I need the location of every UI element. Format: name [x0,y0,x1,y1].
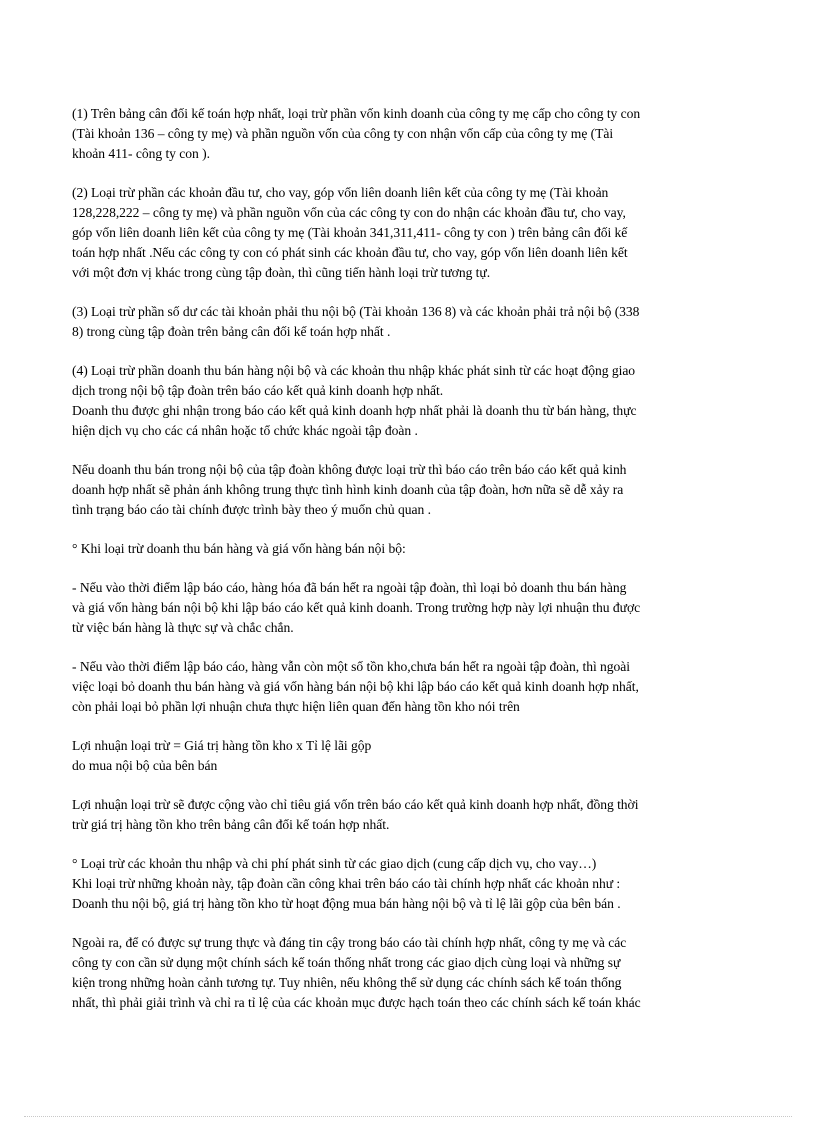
paragraph-11 [72,854,748,914]
text-line: Nếu doanh thu bán trong nội bộ của tập đoàn không được loại trừ thì báo cáo trên báo cáo kết quả kinh [72,462,627,477]
text-line: việc loại bỏ doanh thu bán hàng và giá vốn hàng bán nội bộ khi lập báo cáo kết quả kinh doanh hợp nhất, [72,679,639,694]
text-line: ° Loại trừ các khoản thu nhập và chi phí phát sinh từ các giao dịch (cung cấp dịch vụ, cho vay…) [72,856,597,871]
text-line: tình trạng báo cáo tài chính được trình bày theo ý muốn chủ quan . [72,502,431,517]
text-line: do mua nội bộ của bên bán [72,758,218,773]
paragraph-2 [72,183,748,283]
paragraph-spacer [72,559,748,578]
text-line: - Nếu vào thời điểm lập báo cáo, hàng hóa đã bán hết ra ngoài tập đoàn, thì loại bỏ doanh thu bán hàng [72,580,627,595]
text-line: (2) Loại trừ phần các khoản đầu tư, cho vay, góp vốn liên doanh liên kết của công ty mẹ (Tài khoản [72,185,609,200]
text-line: Khi loại trừ những khoản này, tập đoàn cần công khai trên báo cáo tài chính hợp nhất các khoản như : [72,876,621,891]
text-line: nhất, thì phải giải trình và chỉ ra tỉ lệ của các khoản mục được hạch toán theo các chính sách kế toán khác [72,995,641,1010]
paragraph-spacer [72,717,748,736]
text-line: (3) Loại trừ phần số dư các tài khoản phải thu nội bộ (Tài khoản 136 8) và các khoản phải trả nội bộ (338 [72,304,640,319]
text-line: ° Khi loại trừ doanh thu bán hàng và giá vốn hàng bán nội bộ: [72,541,406,556]
text-line: Lợi nhuận loại trừ = Giá trị hàng tồn kho x Tỉ lệ lãi gộp [72,738,372,753]
paragraph-1 [72,104,748,164]
paragraph-12 [72,933,748,1013]
page-bottom-dotted-rule [24,1116,792,1117]
text-line: kiện trong những hoàn cảnh tương tự. Tuy nhiên, nếu không thể sử dụng các chính sách kế toán thống [72,975,622,990]
text-line: từ việc bán hàng là thực sự và chắc chắn. [72,620,294,635]
paragraph-spacer [72,835,748,854]
paragraph-10 [72,795,748,835]
text-line: khoản 411- công ty con ). [72,146,210,161]
text-line: công ty con cần sử dụng một chính sách kế toán thống nhất trong các giao dịch cùng loại và những sự [72,955,621,970]
text-line: doanh hợp nhất sẽ phản ánh không trung thực tình hình kinh doanh của tập đoàn, hơn nữa sẽ dễ xảy ra [72,482,624,497]
text-line: hiện dịch vụ cho các cá nhân hoặc tổ chức khác ngoài tập đoàn . [72,423,418,438]
text-line: và giá vốn hàng bán nội bộ khi lập báo cáo kết quả kinh doanh. Trong trường hợp này lợi nhuận thu được [72,600,641,615]
paragraph-spacer [72,441,748,460]
paragraph-spacer [72,914,748,933]
paragraph-spacer [72,776,748,795]
text-line: còn phải loại bỏ phần lợi nhuận chưa thực hiện liên quan đến hàng tồn kho nói trên [72,699,520,714]
text-line: - Nếu vào thời điểm lập báo cáo, hàng vẫn còn một số tồn kho,chưa bán hết ra ngoài tập đoàn, thì ngoài [72,659,630,674]
paragraph-spacer [72,342,748,361]
text-line: 128,228,222 – công ty mẹ) và phần nguồn vốn của các công ty con do nhận các khoản đầu tư, cho vay, [72,205,626,220]
text-line: toán hợp nhất .Nếu các công ty con có phát sinh các khoản đầu tư, cho vay, góp vốn liên doanh liên kết [72,245,628,260]
text-line: Doanh thu được ghi nhận trong báo cáo kết quả kinh doanh hợp nhất phải là doanh thu từ bán hàng, thực [72,403,637,418]
paragraph-spacer [72,638,748,657]
paragraph-spacer [72,164,748,183]
paragraph-6 [72,539,748,559]
paragraph-spacer [72,520,748,539]
paragraph-4 [72,361,748,441]
paragraph-8 [72,657,748,717]
paragraph-5 [72,460,748,520]
text-line: Lợi nhuận loại trừ sẽ được cộng vào chỉ tiêu giá vốn trên báo cáo kết quả kinh doanh hợp nhất, đồng thời [72,797,639,812]
text-line: với một đơn vị khác trong cùng tập đoàn, thì cũng tiến hành loại trừ tương tự. [72,265,491,280]
text-line: Ngoài ra, để có được sự trung thực và đáng tin cậy trong báo cáo tài chính hợp nhất, công ty mẹ và các [72,935,627,950]
text-line: (4) Loại trừ phần doanh thu bán hàng nội bộ và các khoản thu nhập khác phát sinh từ các hoạt động giao [72,363,636,378]
text-line: trừ giá trị hàng tồn kho trên bảng cân đối kế toán hợp nhất. [72,817,390,832]
text-line: (Tài khoản 136 – công ty mẹ) và phần nguồn vốn của công ty con nhận vốn cấp của công ty mẹ (Tài [72,126,614,141]
text-line: (1) Trên bảng cân đối kế toán hợp nhất, loại trừ phần vốn kinh doanh của công ty mẹ cấp cho công ty con [72,106,641,121]
paragraph-7 [72,578,748,638]
text-line: Doanh thu nội bộ, giá trị hàng tồn kho từ hoạt động mua bán hàng nội bộ và tỉ lệ lãi gộp của bên bán . [72,896,621,911]
text-line: góp vốn liên doanh liên kết của công ty mẹ (Tài khoản 341,311,411- công ty con ) trên bảng cân đối kế [72,225,628,240]
paragraph-3 [72,302,748,342]
document-body [72,104,748,1013]
paragraph-spacer [72,283,748,302]
text-line: 8) trong cùng tập đoàn trên bảng cân đối kế toán hợp nhất . [72,324,391,339]
text-line: dịch trong nội bộ tập đoàn trên báo cáo kết quả kinh doanh hợp nhất. [72,383,444,398]
paragraph-9 [72,736,748,776]
